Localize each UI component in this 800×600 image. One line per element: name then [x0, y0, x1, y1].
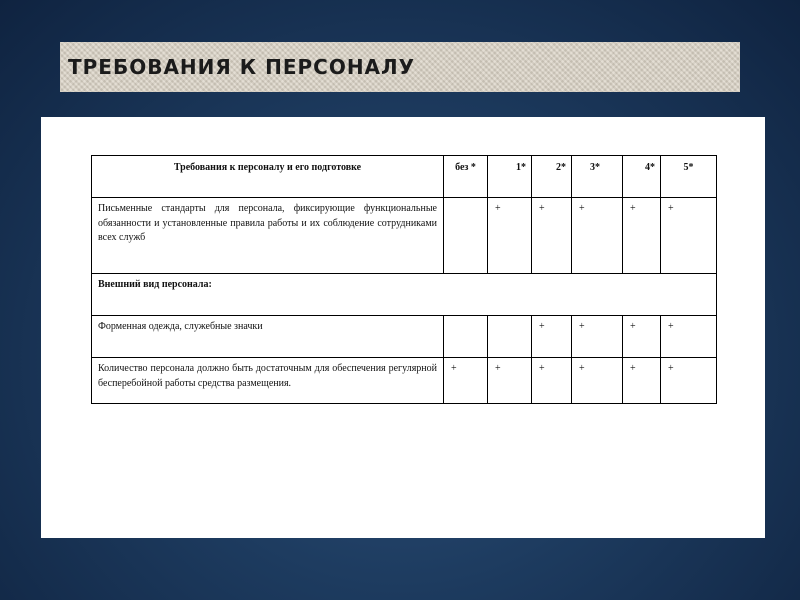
header-1-star: 1*	[488, 156, 532, 198]
row-mark: +	[488, 198, 532, 274]
table-row	[92, 316, 717, 358]
table-row	[92, 358, 717, 404]
row-mark	[488, 316, 532, 358]
table-section-row	[92, 274, 717, 316]
row-description: Форменная одежда, служебные значки	[92, 316, 444, 358]
row-mark: +	[572, 316, 623, 358]
section-heading: Внешний вид персонала:	[92, 274, 717, 316]
row-mark: +	[623, 316, 661, 358]
row-mark: +	[572, 358, 623, 404]
row-mark: +	[532, 198, 572, 274]
header-2-star: 2*	[532, 156, 572, 198]
row-mark: +	[488, 358, 532, 404]
row-description: Письменные стандарты для персонала, фиксирующие функциональные обязанности и установленные правила работы и их соблюдение сотрудниками всех служб	[92, 198, 444, 274]
title-banner	[60, 42, 740, 92]
row-mark	[444, 198, 488, 274]
row-mark: +	[661, 316, 717, 358]
header-no-star: без *	[444, 156, 488, 198]
table-header-row	[92, 156, 717, 198]
header-5-star: 5*	[661, 156, 717, 198]
table-row	[92, 198, 717, 274]
header-4-star: 4*	[623, 156, 661, 198]
requirements-table	[91, 155, 717, 404]
row-description: Количество персонала должно быть достаточным для обеспечения регулярной бесперебойной работы средства размещения.	[92, 358, 444, 404]
row-mark: +	[532, 358, 572, 404]
row-mark: +	[532, 316, 572, 358]
row-mark: +	[623, 358, 661, 404]
row-mark: +	[572, 198, 623, 274]
row-mark: +	[623, 198, 661, 274]
row-mark: +	[444, 358, 488, 404]
content-sheet	[41, 117, 765, 538]
header-requirements: Требования к персоналу и его подготовке	[92, 156, 444, 198]
header-3-star: 3*	[572, 156, 623, 198]
row-mark: +	[661, 198, 717, 274]
row-mark: +	[661, 358, 717, 404]
row-mark	[444, 316, 488, 358]
slide-title: ТРЕБОВАНИЯ К ПЕРСОНАЛУ	[68, 55, 416, 79]
